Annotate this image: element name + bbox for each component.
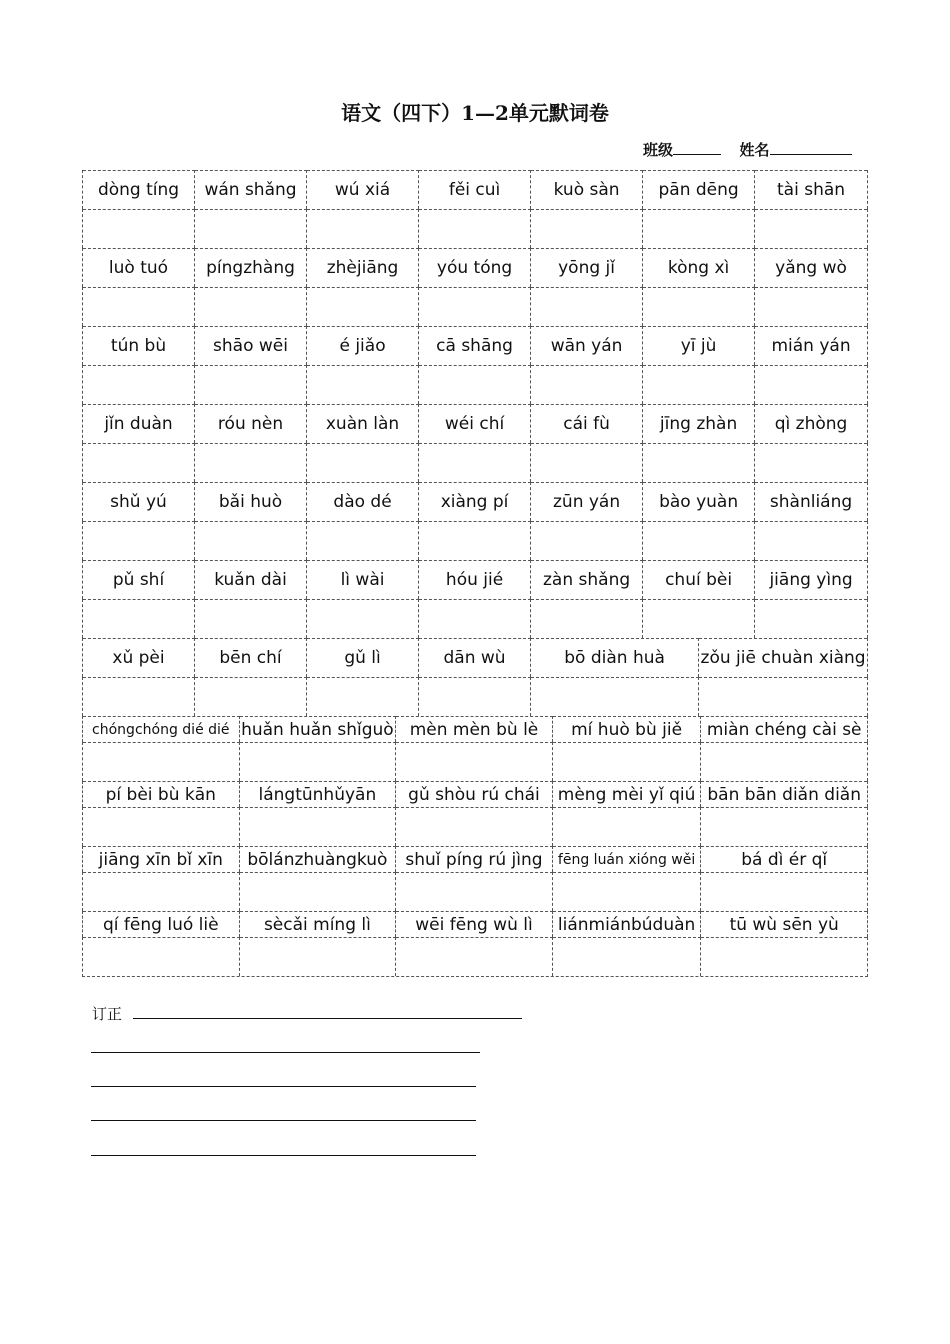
pinyin-cell: bān bān diǎn diǎn [701, 781, 867, 807]
pinyin-cell: jiāng xīn bǐ xīn [83, 846, 240, 872]
answer-cell[interactable] [240, 807, 397, 846]
answer-row [82, 677, 868, 716]
section-six-column [82, 638, 868, 716]
answer-cell[interactable] [755, 209, 867, 248]
answer-cell[interactable] [83, 677, 195, 716]
answer-cell[interactable] [701, 872, 867, 911]
answer-cell[interactable] [307, 287, 419, 326]
answer-cell[interactable] [643, 443, 755, 482]
pinyin-cell: bào yuàn [643, 482, 755, 521]
name-blank[interactable] [770, 140, 852, 155]
answer-cell[interactable] [240, 742, 397, 781]
pinyin-row [82, 911, 868, 937]
pinyin-cell: zàn shǎng [531, 560, 643, 599]
pinyin-cell: qí fēng luó liè [83, 911, 240, 937]
pinyin-cell: yōng jǐ [531, 248, 643, 287]
answer-cell[interactable] [396, 807, 553, 846]
pinyin-cell: cái fù [531, 404, 643, 443]
answer-cell[interactable] [531, 209, 643, 248]
pinyin-row [82, 248, 868, 287]
pinyin-cell: gǔ lì [307, 638, 419, 677]
pinyin-cell: zhèjiāng [307, 248, 419, 287]
class-label: 班级 [643, 141, 674, 159]
pinyin-cell: wān yán [531, 326, 643, 365]
answer-cell[interactable] [83, 209, 195, 248]
answer-cell[interactable] [755, 599, 867, 638]
answer-cell[interactable] [755, 365, 867, 404]
answer-cell[interactable] [307, 209, 419, 248]
pinyin-cell: sècǎi míng lì [240, 911, 397, 937]
pinyin-row [82, 404, 868, 443]
student-info [643, 139, 852, 160]
pinyin-cell: pí bèi bù kān [83, 781, 240, 807]
pinyin-cell: pān dēng [643, 170, 755, 209]
answer-row [82, 599, 868, 638]
answer-cell[interactable] [307, 599, 419, 638]
dictation-grid [82, 170, 868, 977]
pinyin-cell: yǎng wò [755, 248, 867, 287]
pinyin-cell: wēi fēng wù lì [396, 911, 553, 937]
pinyin-cell: jīng zhàn [643, 404, 755, 443]
pinyin-cell: jǐn duàn [83, 404, 195, 443]
pinyin-cell: shǔ yú [83, 482, 195, 521]
pinyin-cell: dòng tíng [83, 170, 195, 209]
answer-cell[interactable] [419, 443, 531, 482]
section-five-column [82, 716, 868, 977]
correction-line[interactable] [133, 1018, 522, 1019]
answer-cell[interactable] [755, 521, 867, 560]
answer-cell[interactable] [643, 287, 755, 326]
section-seven-column [82, 170, 868, 638]
pinyin-row [82, 482, 868, 521]
answer-cell[interactable] [553, 807, 702, 846]
answer-cell[interactable] [83, 365, 195, 404]
page-title: 语文（四下）1—2单元默词卷 [341, 101, 609, 125]
pinyin-cell: bō diàn huà [531, 638, 699, 677]
class-blank[interactable] [673, 140, 721, 155]
pinyin-cell: lì wài [307, 560, 419, 599]
answer-cell[interactable] [419, 521, 531, 560]
pinyin-cell: qì zhòng [755, 404, 867, 443]
pinyin-cell: fēng luán xióng wěi [553, 846, 702, 872]
answer-cell[interactable] [643, 521, 755, 560]
pinyin-cell: liánmiánbúduàn [553, 911, 702, 937]
answer-cell[interactable] [83, 443, 195, 482]
answer-cell[interactable] [195, 677, 307, 716]
answer-cell[interactable] [553, 872, 702, 911]
pinyin-cell: bōlánzhuàngkuò [240, 846, 397, 872]
answer-cell[interactable] [755, 443, 867, 482]
answer-cell[interactable] [307, 521, 419, 560]
pinyin-cell: pǔ shí [83, 560, 195, 599]
pinyin-cell: xuàn làn [307, 404, 419, 443]
answer-row [82, 521, 868, 560]
pinyin-cell: dào dé [307, 482, 419, 521]
correction-line[interactable] [91, 1155, 476, 1156]
pinyin-cell: hóu jié [419, 560, 531, 599]
answer-cell[interactable] [755, 287, 867, 326]
pinyin-cell: kuǎn dài [195, 560, 307, 599]
answer-cell[interactable] [531, 287, 643, 326]
answer-cell[interactable] [643, 599, 755, 638]
answer-cell[interactable] [419, 365, 531, 404]
answer-cell[interactable] [531, 599, 643, 638]
answer-cell[interactable] [701, 807, 867, 846]
pinyin-cell: wéi chí [419, 404, 531, 443]
pinyin-cell: bǎi huò [195, 482, 307, 521]
answer-cell[interactable] [396, 742, 553, 781]
pinyin-cell: xiàng pí [419, 482, 531, 521]
answer-cell[interactable] [307, 443, 419, 482]
pinyin-row [82, 560, 868, 599]
answer-cell[interactable] [701, 742, 867, 781]
answer-cell[interactable] [83, 599, 195, 638]
answer-cell[interactable] [240, 937, 397, 976]
pinyin-cell: xǔ pèi [83, 638, 195, 677]
pinyin-cell: kòng xì [643, 248, 755, 287]
pinyin-cell: yī jù [643, 326, 755, 365]
answer-cell[interactable] [195, 599, 307, 638]
answer-cell[interactable] [419, 287, 531, 326]
answer-cell[interactable] [83, 937, 240, 976]
pinyin-cell: yóu tóng [419, 248, 531, 287]
answer-cell[interactable] [419, 677, 531, 716]
pinyin-cell: shuǐ píng rú jìng [396, 846, 553, 872]
pinyin-cell: kuò sàn [531, 170, 643, 209]
pinyin-cell: píngzhàng [195, 248, 307, 287]
answer-cell[interactable] [419, 209, 531, 248]
pinyin-cell: shànliáng [755, 482, 867, 521]
name-label: 姓名 [739, 141, 770, 159]
answer-cell[interactable] [195, 209, 307, 248]
answer-cell[interactable] [553, 742, 702, 781]
pinyin-cell: zǒu jiē chuàn xiàng [699, 638, 867, 677]
pinyin-row [82, 716, 868, 742]
answer-cell[interactable] [701, 937, 867, 976]
pinyin-cell: mèng mèi yǐ qiú [553, 781, 702, 807]
pinyin-cell: mián yán [755, 326, 867, 365]
pinyin-cell: cā shāng [419, 326, 531, 365]
pinyin-cell: bēn chí [195, 638, 307, 677]
pinyin-cell: lángtūnhǔyān [240, 781, 397, 807]
answer-cell[interactable] [83, 872, 240, 911]
answer-row [82, 443, 868, 482]
answer-cell[interactable] [396, 872, 553, 911]
pinyin-cell: bá dì ér qǐ [701, 846, 867, 872]
pinyin-cell: é jiǎo [307, 326, 419, 365]
pinyin-cell: gǔ shòu rú chái [396, 781, 553, 807]
answer-cell[interactable] [240, 872, 397, 911]
answer-row [82, 209, 868, 248]
pinyin-cell: chuí bèi [643, 560, 755, 599]
answer-row [82, 365, 868, 404]
pinyin-cell: wán shǎng [195, 170, 307, 209]
correction-line[interactable] [91, 1052, 480, 1053]
answer-row [82, 872, 868, 911]
answer-cell[interactable] [83, 807, 240, 846]
pinyin-cell: huǎn huǎn shǐguò [240, 716, 397, 742]
correction-label: 订正 [92, 1005, 123, 1023]
pinyin-cell: luò tuó [83, 248, 195, 287]
pinyin-cell: mí huò bù jiě [553, 716, 702, 742]
answer-cell[interactable] [396, 937, 553, 976]
pinyin-row [82, 170, 868, 209]
answer-cell[interactable] [83, 521, 195, 560]
answer-cell[interactable] [531, 443, 643, 482]
answer-cell[interactable] [531, 677, 699, 716]
pinyin-cell: fěi cuì [419, 170, 531, 209]
answer-cell[interactable] [307, 677, 419, 716]
answer-row [82, 807, 868, 846]
answer-row [82, 287, 868, 326]
correction-line[interactable] [91, 1086, 476, 1087]
pinyin-cell: tún bù [83, 326, 195, 365]
answer-cell[interactable] [195, 365, 307, 404]
pinyin-row [82, 638, 868, 677]
answer-cell[interactable] [307, 365, 419, 404]
pinyin-cell: róu nèn [195, 404, 307, 443]
answer-cell[interactable] [699, 677, 867, 716]
answer-cell[interactable] [195, 443, 307, 482]
pinyin-cell: dān wù [419, 638, 531, 677]
answer-cell[interactable] [643, 365, 755, 404]
answer-cell[interactable] [531, 521, 643, 560]
correction-line[interactable] [91, 1120, 476, 1121]
pinyin-cell: mèn mèn bù lè [396, 716, 553, 742]
pinyin-row [82, 781, 868, 807]
pinyin-cell: shāo wēi [195, 326, 307, 365]
answer-cell[interactable] [83, 287, 195, 326]
pinyin-cell: tū wù sēn yù [701, 911, 867, 937]
answer-cell[interactable] [83, 742, 240, 781]
pinyin-cell: wú xiá [307, 170, 419, 209]
answer-cell[interactable] [419, 599, 531, 638]
pinyin-cell: zūn yán [531, 482, 643, 521]
answer-row [82, 742, 868, 781]
pinyin-cell: chóngchóng dié dié [83, 716, 240, 742]
pinyin-cell: tài shān [755, 170, 867, 209]
answer-cell[interactable] [195, 287, 307, 326]
answer-cell[interactable] [553, 937, 702, 976]
pinyin-cell: jiāng yìng [755, 560, 867, 599]
pinyin-row [82, 846, 868, 872]
pinyin-row [82, 326, 868, 365]
answer-cell[interactable] [195, 521, 307, 560]
answer-cell[interactable] [531, 365, 643, 404]
pinyin-cell: miàn chéng cài sè [701, 716, 867, 742]
answer-cell[interactable] [643, 209, 755, 248]
answer-row [82, 937, 868, 977]
